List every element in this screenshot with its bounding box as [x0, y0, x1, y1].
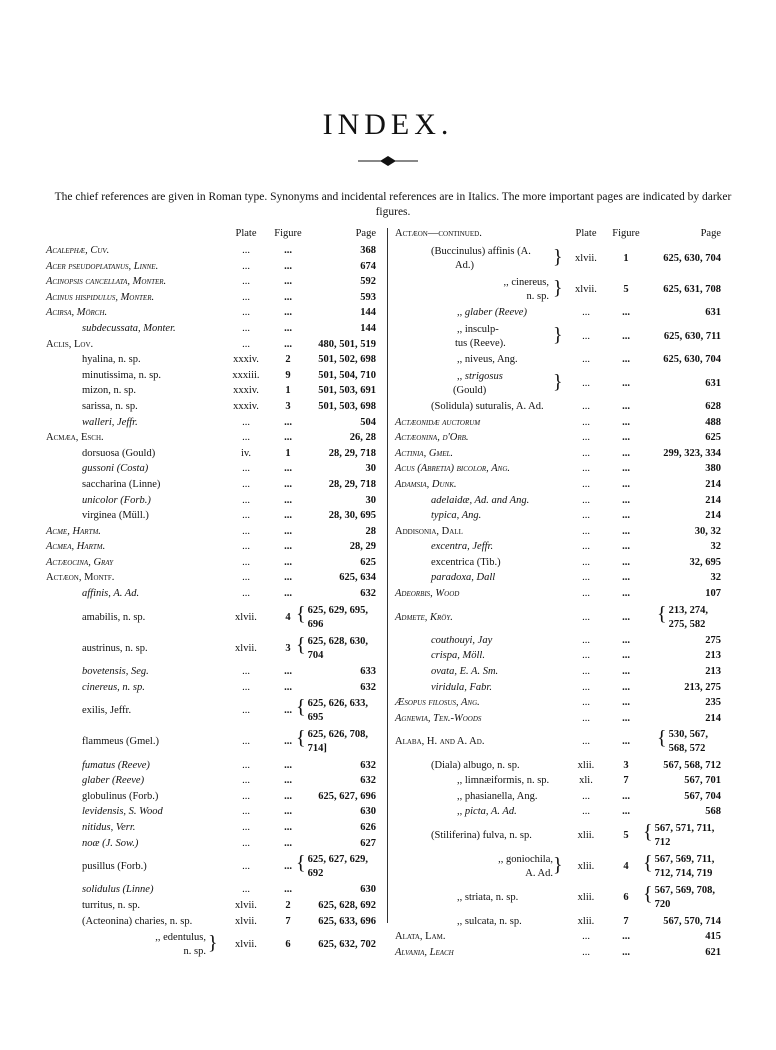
index-entry: Alvania, Leach ... ... 621 — [395, 946, 721, 958]
index-entry: ,, cinereus, n. sp. } xlvii. 5 625, 631, 708 — [503, 277, 721, 303]
index-entry: crispa, Möll. ... ... 213 — [431, 650, 721, 662]
index-entry: sarissa, n. sp. xxxiv. 3 501, 503, 698 — [82, 400, 376, 412]
index-entry: ,, strigosus (Gould) } ... ... 631 — [453, 370, 721, 396]
continued-heading: Actæon—continued. — [395, 228, 482, 239]
index-entry: Acinus hispidulus, Monter. ... ... 593 — [46, 291, 376, 303]
index-entry: cinereus, n. sp. ... ... 632 — [82, 681, 376, 693]
index-entry: viridula, Fabr. ... ... 213, 275 — [431, 681, 721, 693]
index-entry: exilis, Jeffr. ... ... { 625, 626, 633, 695 — [82, 696, 368, 724]
index-entry: ,, edentulus, n. sp. } xlvii. 6 625, 632, 702 — [155, 932, 376, 958]
index-column-left — [46, 228, 381, 962]
index-entry: dorsuosa (Gould) iv. 1 28, 29, 718 — [82, 447, 376, 459]
index-entry: adelaidæ, Ad. and Ang. ... ... 214 — [431, 494, 721, 506]
column-divider — [387, 228, 388, 923]
index-entry: Aclis, Lov. ... ... 480, 501, 519 — [46, 338, 376, 350]
index-entry: virginea (Müll.) ... ... 28, 30, 695 — [82, 510, 376, 522]
index-entry: ,, sulcata, n. sp. xlii. 7 567, 570, 714 — [457, 915, 721, 927]
index-entry: Acmæa, Esch. ... ... 26, 28 — [46, 432, 376, 444]
index-entry: Alaba, H. and A. Ad. ... ... { 530, 567, 568, 572 — [395, 727, 708, 755]
index-entry: pusillus (Forb.) ... ... { 625, 627, 629, 692 — [82, 852, 368, 880]
index-entry: Acmea, Hartm. ... ... 28, 29 — [46, 541, 376, 553]
index-entry: Actæon, Montf. ... ... 625, 634 — [46, 572, 376, 584]
index-entry: walleri, Jeffr. ... ... 504 — [82, 416, 376, 428]
index-entry: excentra, Jeffr. ... ... 32 — [431, 541, 721, 553]
index-entry: couthouyi, Jay ... ... 275 — [431, 634, 721, 646]
index-entry: Acer pseudoplatanus, Linne. ... ... 674 — [46, 260, 376, 272]
index-entry: ,, insculp- tus (Reeve). } ... ... 625, 630, 711 — [455, 323, 721, 349]
index-entry: glaber (Reeve) ... ... 632 — [82, 775, 376, 787]
index-entry: excentrica (Tib.) ... ... 32, 695 — [431, 556, 721, 568]
index-entry: solidulus (Linne) ... ... 630 — [82, 884, 376, 896]
index-entry: ,, niveus, Ang. ... ... 625, 630, 704 — [457, 354, 721, 366]
index-entry: ,, limnæiformis, n. sp. xli. 7 567, 701 — [457, 775, 721, 787]
index-entry: Acirsa, Mörch. ... ... 144 — [46, 307, 376, 319]
index-entry: Æsopus filosus, Ang. ... ... 235 — [395, 697, 721, 709]
index-entry: saccharina (Linne) ... ... 28, 29, 718 — [82, 478, 376, 490]
figure-header: Figure — [612, 228, 640, 239]
intro-note: The chief references are given in Roman type. Synonyms and incidental references are in Italics. The more important pages are indicated by darker figures. — [54, 191, 732, 218]
index-entry: Agnewia, Ten.-Woods ... ... 214 — [395, 712, 721, 724]
page-header: Page — [355, 228, 376, 239]
index-entry: nitidus, Verr. ... ... 626 — [82, 821, 376, 833]
index-entry: ,, goniochila, A. Ad. } xlii. 4 { 567, 569, 711, 712, 714, 719 — [498, 852, 715, 880]
index-entry: (Stiliferina) fulva, n. sp. xlii. 5 { 567, 571, 711, 712 — [431, 820, 715, 848]
index-entry: flammeus (Gmel.) ... ... { 625, 626, 708, 714] — [82, 727, 368, 755]
index-entry: fumatus (Reeve) ... ... 632 — [82, 759, 376, 771]
index-entry: turritus, n. sp. xlvii. 2 625, 628, 692 — [82, 899, 376, 911]
index-entry: Actæonina, d'Orb. ... ... 625 — [395, 432, 721, 444]
index-entry: Addisonia, Dall ... ... 30, 32 — [395, 525, 721, 537]
plate-header: Plate — [575, 228, 597, 239]
index-entry: unicolor (Forb.) ... ... 30 — [82, 494, 376, 506]
index-entry: Acus (Abretia) bicolor, Ang. ... ... 380 — [395, 463, 721, 475]
index-entry: Admete, Kröy. ... ... { 213, 274, 275, 582 — [395, 602, 708, 630]
index-entry: (Solidula) suturalis, A. Ad. ... ... 628 — [431, 400, 721, 412]
index-entry: globulinus (Forb.) ... ... 625, 627, 696 — [82, 790, 376, 802]
index-entry: (Diala) albugo, n. sp. xlii. 3 567, 568, 712 — [431, 759, 721, 771]
index-entry: ,, glaber (Reeve) ... ... 631 — [457, 307, 721, 319]
index-entry: hyalina, n. sp. xxxiv. 2 501, 502, 698 — [82, 354, 376, 366]
index-entry: (Acteonina) charies, n. sp. xlvii. 7 625, 633, 696 — [82, 915, 376, 927]
index-entry: austrinus, n. sp. xlvii. 3 { 625, 628, 630, 704 — [82, 633, 368, 661]
index-entry: Adamsia, Dunk. ... ... 214 — [395, 478, 721, 490]
index-entry: minutissima, n. sp. xxxiii. 9 501, 504, 710 — [82, 369, 376, 381]
index-entry: levidensis, S. Wood ... ... 630 — [82, 806, 376, 818]
index-entry: affinis, A. Ad. ... ... 632 — [82, 588, 376, 600]
index-entry: mizon, n. sp. xxxiv. 1 501, 503, 691 — [82, 385, 376, 397]
index-entry: Alata, Lam. ... ... 415 — [395, 931, 721, 943]
index-entry: Acalephæ, Cuv. ... ... 368 — [46, 245, 376, 256]
column-header — [395, 228, 725, 245]
index-entry: ovata, E. A. Sm. ... ... 213 — [431, 666, 721, 678]
index-column-right — [395, 228, 725, 962]
index-entry: amabilis, n. sp. xlvii. 4 { 625, 629, 695, 696 — [82, 602, 368, 630]
ornament-divider — [358, 154, 418, 168]
index-entry: Actinia, Gmel. ... ... 299, 323, 334 — [395, 447, 721, 459]
index-entry: gussoni (Costa) ... ... 30 — [82, 463, 376, 475]
index-entry: Actæonidæ auctorum ... ... 488 — [395, 416, 721, 428]
index-entry: paradoxa, Dall ... ... 32 — [431, 572, 721, 584]
plate-header: Plate — [235, 228, 257, 239]
index-entry: subdecussata, Monter. ... ... 144 — [82, 322, 376, 334]
page-header: Page — [700, 228, 721, 239]
index-entry: (Buccinulus) affinis (A. Ad.) } xlvii. 1 625, 630, 704 — [431, 246, 721, 271]
column-header — [46, 228, 381, 245]
page-title: INDEX. — [322, 108, 454, 141]
index-entry: typica, Ang. ... ... 214 — [431, 510, 721, 522]
index-entry: ,, phasianella, Ang. ... ... 567, 704 — [457, 790, 721, 802]
index-entry: Adeorbis, Wood ... ... 107 — [395, 588, 721, 600]
index-entry: Actæocina, Gray ... ... 625 — [46, 556, 376, 568]
index-entry: noæ (J. Sow.) ... ... 627 — [82, 837, 376, 849]
index-entry: Acinopsis cancellata, Monter. ... ... 592 — [46, 276, 376, 288]
index-entry: bovetensis, Seg. ... ... 633 — [82, 666, 376, 678]
figure-header: Figure — [274, 228, 302, 239]
index-entry: Acme, Hartm. ... ... 28 — [46, 525, 376, 537]
index-entry: ,, picta, A. Ad. ... ... 568 — [457, 806, 721, 818]
index-entry: ,, striata, n. sp. xlii. 6 { 567, 569, 708, 720 — [457, 883, 715, 911]
